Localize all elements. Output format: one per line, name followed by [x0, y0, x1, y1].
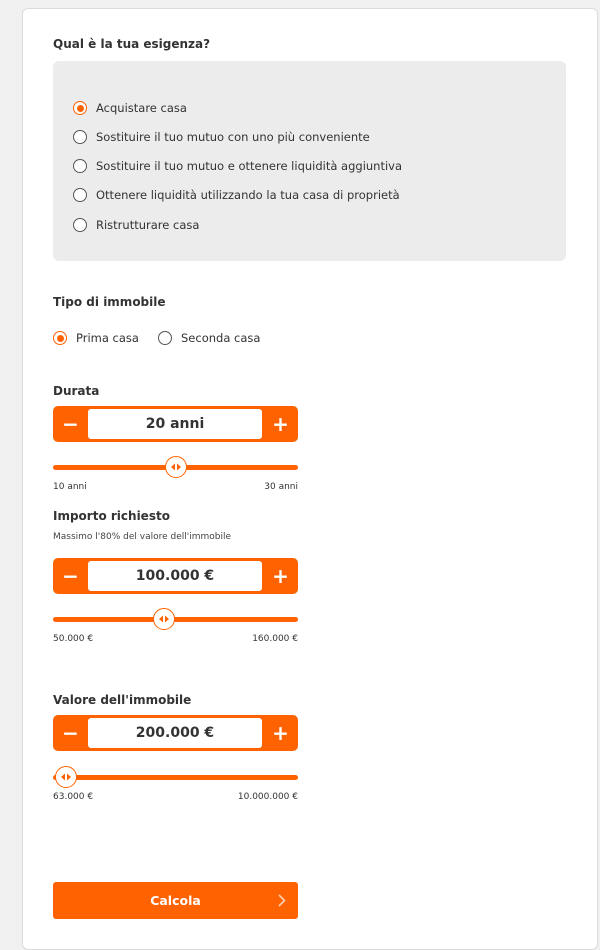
need-option-replace-plus-liquidity[interactable]	[73, 159, 402, 173]
property-value-stepper	[53, 715, 298, 751]
radio-icon[interactable]	[73, 130, 87, 144]
need-option-liquidity[interactable]	[73, 188, 400, 202]
property-option-first-home[interactable]	[53, 331, 139, 345]
property-option-label: Prima casa	[76, 331, 139, 345]
duration-stepper	[53, 406, 298, 442]
drag-arrows-icon	[61, 773, 71, 781]
calculate-button[interactable]	[53, 882, 298, 919]
property-option-second-home[interactable]	[158, 331, 260, 345]
property-value-decrement-button[interactable]: −	[62, 721, 79, 745]
duration-value[interactable]: 20 anni	[88, 409, 262, 439]
property-value-slider-track[interactable]	[53, 775, 298, 780]
amount-title: Importo richiesto	[53, 509, 170, 523]
property-value-value[interactable]: 200.000 €	[88, 718, 262, 748]
property-type-title: Tipo di immobile	[53, 295, 166, 309]
amount-decrement-button[interactable]: −	[62, 564, 79, 588]
property-value-min-label: 63.000 €	[53, 792, 94, 802]
need-option-replace-mortgage[interactable]	[73, 130, 370, 144]
property-value-title: Valore dell'immobile	[53, 693, 192, 707]
amount-slider-track[interactable]	[53, 617, 298, 622]
duration-slider-handle[interactable]	[165, 456, 187, 478]
duration-title: Durata	[53, 384, 100, 398]
amount-max-label: 160.000 €	[252, 634, 298, 644]
amount-increment-button[interactable]: +	[272, 564, 289, 588]
radio-icon[interactable]	[73, 218, 87, 232]
radio-icon[interactable]	[158, 331, 172, 345]
duration-decrement-button[interactable]: −	[62, 412, 79, 436]
amount-value[interactable]: 100.000 €	[88, 561, 262, 591]
radio-selected-icon[interactable]	[73, 101, 87, 115]
radio-icon[interactable]	[73, 159, 87, 173]
need-option-label: Acquistare casa	[96, 101, 187, 115]
drag-arrows-icon	[171, 463, 181, 471]
chevron-right-icon	[278, 894, 286, 907]
amount-note: Massimo l'80% del valore dell'immobile	[53, 532, 232, 542]
need-option-label: Sostituire il tuo mutuo con uno più conveniente	[96, 130, 370, 144]
amount-min-label: 50.000 €	[53, 634, 94, 644]
need-option-renovate[interactable]	[73, 218, 199, 232]
radio-icon[interactable]	[73, 188, 87, 202]
need-option-label: Ottenere liquidità utilizzando la tua casa di proprietà	[96, 188, 400, 202]
property-value-max-label: 10.000.000 €	[237, 792, 298, 802]
property-option-label: Seconda casa	[181, 331, 261, 345]
need-question-title: Qual è la tua esigenza?	[53, 37, 211, 51]
need-option-label: Ristrutturare casa	[96, 218, 200, 232]
amount-stepper	[53, 558, 298, 594]
property-value-increment-button[interactable]: +	[272, 721, 289, 745]
duration-min-label: 10 anni	[53, 482, 87, 492]
drag-arrows-icon	[159, 615, 169, 623]
calculate-button-label: Calcola	[150, 893, 201, 908]
need-option-buy[interactable]	[73, 101, 187, 115]
duration-increment-button[interactable]: +	[272, 412, 289, 436]
need-option-label: Sostituire il tuo mutuo e ottenere liquidità aggiuntiva	[96, 159, 403, 173]
duration-max-label: 30 anni	[264, 482, 298, 492]
radio-selected-icon[interactable]	[53, 331, 67, 345]
